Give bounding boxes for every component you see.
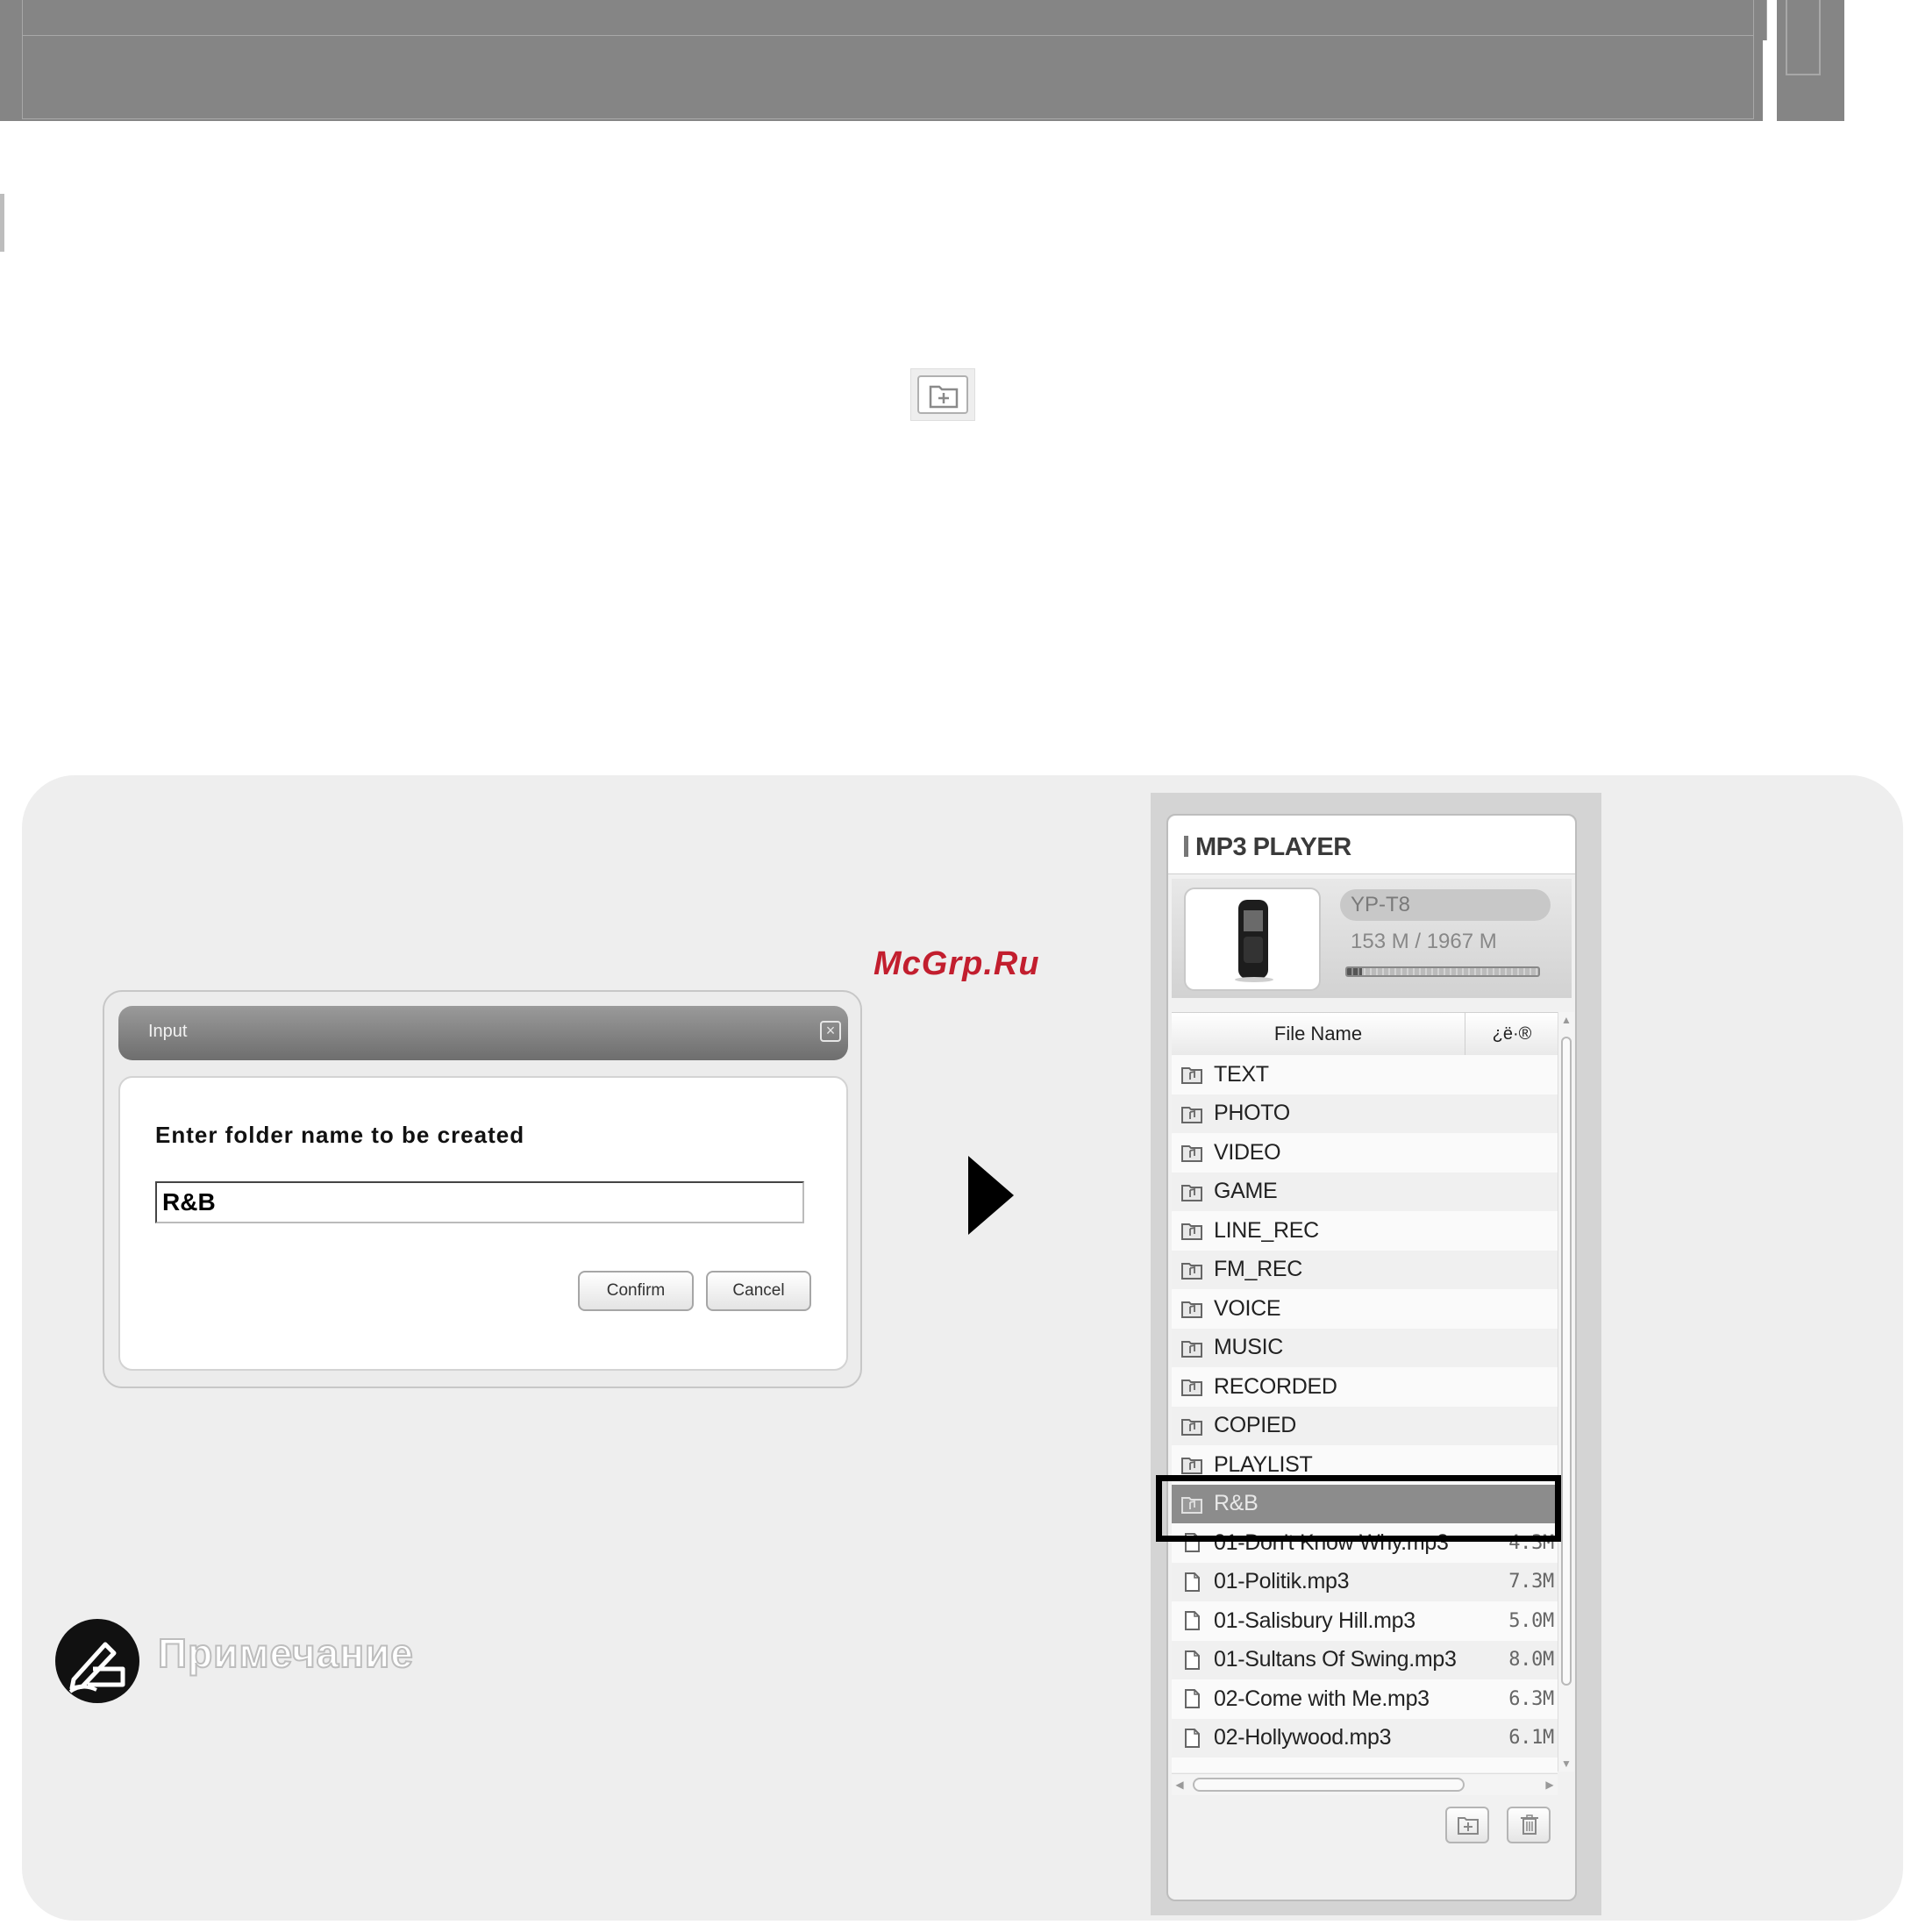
dialog-body	[118, 1076, 848, 1371]
file-size: 8.0M	[1508, 1649, 1554, 1672]
folder-row[interactable]	[1172, 1211, 1558, 1251]
new-folder-toolbar-button[interactable]	[910, 368, 975, 421]
file-name: VOICE	[1214, 1295, 1281, 1321]
new-folder-icon	[923, 376, 964, 415]
file-icon	[1180, 1572, 1203, 1593]
device-image	[1184, 888, 1321, 991]
mp3-title	[1184, 833, 1351, 862]
header-notch-tab	[1754, 0, 1767, 40]
file-icon	[1180, 1728, 1203, 1749]
file-list-header	[1172, 1012, 1558, 1056]
file-name: LINE_REC	[1214, 1217, 1319, 1243]
folder-row[interactable]	[1172, 1367, 1558, 1407]
folder-row[interactable]	[1172, 1329, 1558, 1368]
file-name: COPIED	[1214, 1413, 1297, 1438]
folder-row[interactable]	[1172, 1251, 1558, 1290]
dialog-titlebar[interactable]	[118, 1006, 848, 1060]
file-size: 4.3M	[1508, 1531, 1554, 1554]
file-name: VIDEO	[1214, 1139, 1281, 1165]
file-name: RECORDED	[1214, 1373, 1337, 1399]
confirm-button[interactable]: Confirm	[578, 1271, 694, 1311]
folder-row[interactable]	[1172, 1133, 1558, 1173]
device-name: YP-T8	[1340, 889, 1551, 921]
file-row[interactable]	[1172, 1719, 1558, 1758]
trash-icon	[1518, 1814, 1541, 1836]
arrow-right-icon	[968, 1156, 1014, 1235]
music-folder-icon	[1180, 1220, 1203, 1241]
mp3-player-panel	[1166, 814, 1577, 1901]
music-folder-icon	[1180, 1064, 1203, 1085]
file-name: GAME	[1214, 1179, 1278, 1204]
dialog-prompt: Enter folder name to be created	[155, 1122, 525, 1148]
file-icon	[1180, 1650, 1203, 1671]
column-file-name[interactable]: File Name	[1172, 1013, 1465, 1055]
folder-row[interactable]	[1172, 1289, 1558, 1329]
file-name: TEXT	[1214, 1061, 1269, 1087]
file-name: PHOTO	[1214, 1101, 1290, 1126]
dialog-title: Input	[148, 1022, 188, 1041]
title-bar-mark	[1184, 836, 1188, 857]
header-tab-box	[1786, 0, 1821, 75]
scroll-up-icon[interactable]: ▲	[1561, 1014, 1572, 1026]
cancel-button[interactable]: Cancel	[706, 1271, 811, 1311]
file-name: 01-Don't Know Why.mp3	[1214, 1529, 1449, 1555]
file-name: FM_REC	[1214, 1257, 1302, 1282]
scroll-down-icon[interactable]: ▼	[1561, 1757, 1572, 1770]
file-size: 7.3M	[1508, 1571, 1554, 1593]
file-name: 02-Come with Me.mp3	[1214, 1686, 1430, 1711]
side-marker	[0, 194, 4, 252]
file-row[interactable]	[1172, 1563, 1558, 1602]
mp3-device-icon	[1228, 898, 1279, 982]
music-folder-icon	[1180, 1415, 1203, 1437]
vertical-scrollbar[interactable]	[1558, 1012, 1574, 1772]
music-folder-icon	[1180, 1103, 1203, 1124]
input-dialog	[103, 990, 862, 1388]
watermark: McGrp.Ru	[873, 945, 1040, 982]
file-name: R&B	[1214, 1491, 1259, 1516]
file-name: 01-Salisbury Hill.mp3	[1214, 1608, 1415, 1633]
folder-name-input[interactable]	[155, 1181, 804, 1223]
file-size: 6.3M	[1508, 1687, 1554, 1710]
music-folder-icon	[1180, 1259, 1203, 1280]
file-icon	[1180, 1610, 1203, 1631]
music-folder-icon	[1180, 1376, 1203, 1397]
scroll-right-icon[interactable]: ▶	[1545, 1779, 1554, 1791]
file-size: 6.1M	[1508, 1727, 1554, 1750]
music-folder-icon	[1180, 1454, 1203, 1475]
scroll-left-icon[interactable]: ◀	[1175, 1779, 1184, 1791]
note-pencil-icon	[54, 1618, 140, 1704]
device-info	[1172, 879, 1572, 998]
vertical-scroll-thumb[interactable]	[1561, 1037, 1572, 1686]
folder-row[interactable]	[1172, 1094, 1558, 1134]
file-row[interactable]	[1172, 1679, 1558, 1719]
folder-row[interactable]	[1172, 1173, 1558, 1212]
mp3-header	[1168, 816, 1575, 874]
selection-highlight-frame	[1156, 1475, 1561, 1542]
file-name: 01-Politik.mp3	[1214, 1569, 1350, 1594]
header-divider	[22, 35, 1754, 36]
file-name: 02-Hollywood.mp3	[1214, 1725, 1392, 1750]
column-size[interactable]: ¿ë·®	[1492, 1024, 1532, 1044]
header-frame	[22, 0, 1754, 119]
close-icon[interactable]: ×	[820, 1021, 841, 1042]
file-name: MUSIC	[1214, 1335, 1284, 1360]
delete-button[interactable]	[1507, 1807, 1551, 1843]
file-name: 01-Sultans Of Swing.mp3	[1214, 1647, 1457, 1672]
music-folder-icon	[1180, 1337, 1203, 1358]
music-folder-icon	[1180, 1142, 1203, 1163]
music-folder-icon	[1180, 1181, 1203, 1202]
new-folder-icon	[1457, 1814, 1480, 1836]
file-icon	[1180, 1688, 1203, 1709]
capacity-bar	[1345, 966, 1540, 977]
file-name: PLAYLIST	[1214, 1451, 1313, 1477]
file-row[interactable]	[1172, 1601, 1558, 1641]
file-list	[1172, 1055, 1558, 1772]
folder-row[interactable]	[1172, 1055, 1558, 1094]
file-size: 5.0M	[1508, 1609, 1554, 1632]
horizontal-scroll-thumb[interactable]	[1193, 1778, 1465, 1792]
note-label: Примечание	[158, 1630, 414, 1676]
music-folder-icon	[1180, 1298, 1203, 1319]
folder-row[interactable]	[1172, 1407, 1558, 1446]
new-folder-button[interactable]	[1445, 1807, 1489, 1843]
horizontal-scrollbar[interactable]	[1172, 1773, 1558, 1795]
file-row[interactable]	[1172, 1641, 1558, 1680]
mp3-title-text: MP3 PLAYER	[1195, 833, 1351, 861]
device-capacity: 153 M / 1967 M	[1351, 930, 1497, 953]
capacity-bar-pattern	[1347, 968, 1538, 975]
